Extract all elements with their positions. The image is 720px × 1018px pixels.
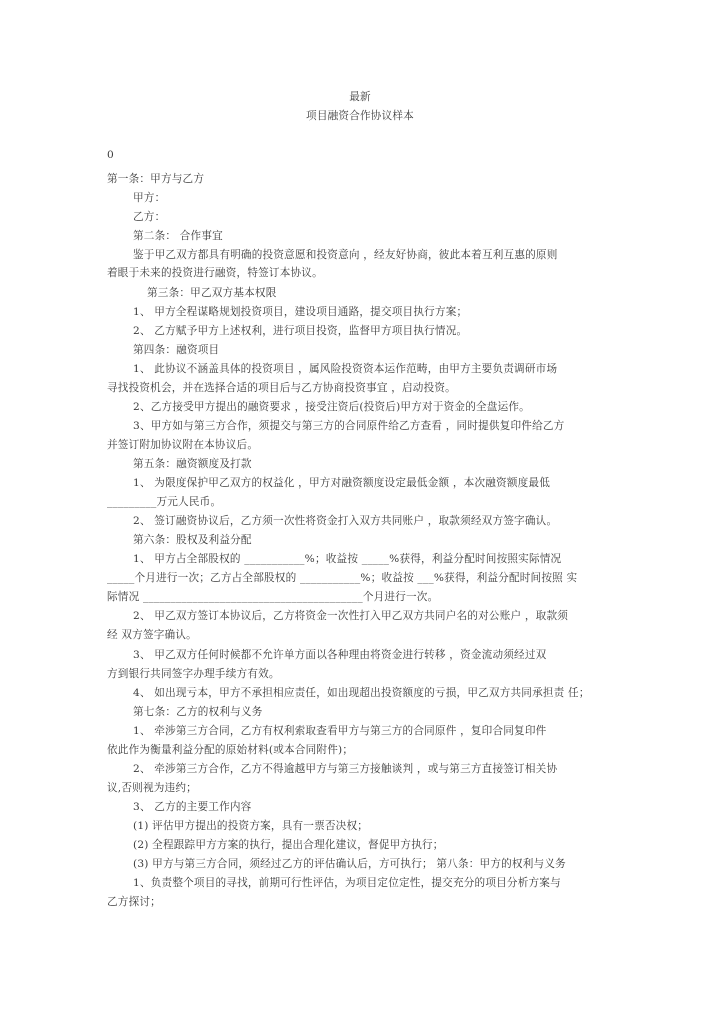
text-line: 际情况 ________________________________________个月进行一次。 — [107, 591, 439, 603]
text-line: (3) 甲方与第三方合同，须经过乙方的评估确认后，方可执行； 第八条：甲方的权利与义务 — [133, 858, 566, 870]
text-line: 2、 签订融资协议后，乙方须一次性将资金打入双方共同账户 ，取款须经双方签字确认。 — [133, 515, 558, 527]
text-line: 经 双方签字确认。 — [107, 629, 197, 641]
text-line: _____个月进行一次；乙方占全部股权的 ___________%；收益按 ___%获得，利益分配时间按照 实 — [107, 572, 578, 584]
text-line: _________万元人民币。 — [107, 496, 222, 508]
section-heading-5: 第五条：融资额度及打款 — [133, 458, 252, 470]
text-line: 依此作为衡量利益分配的原始材料(或本合同附件)； — [107, 744, 354, 756]
document-title-small: 最新 — [349, 91, 371, 103]
text-line: 1、 此协议不涵盖具体的投资项目 ，属风险投资资本运作范畴，由甲方主要负责调研市场 — [133, 363, 558, 375]
text-line: 1、 甲方全程谋略规划投资项目，建设项目通路，提交项目执行方案； — [133, 306, 468, 318]
text-line: 鉴于甲乙双方都具有明确的投资意愿和投资意向 ，经友好协商，彼此本着互利互惠的原则 — [133, 249, 558, 261]
text-line: 乙方： — [133, 211, 166, 223]
text-line: 1、 为限度保护甲乙双方的权益化 ，甲方对融资额度设定最低金额 ，本次融资额度最低 — [133, 477, 551, 489]
section-heading-1: 第一条：甲方与乙方 — [107, 173, 205, 185]
section-heading-6: 第六条：股权及利益分配 — [133, 534, 252, 546]
text-line: 2、 牵涉第三方合作，乙方不得逾越甲方与第三方接触谈判 ，或与第三方直接签订相关协 — [133, 763, 558, 775]
document-title: 项目融资合作协议样本 — [306, 110, 414, 122]
text-line: 1、负责整个项目的寻找，前期可行性评估，为项目定位定性，提交充分的项目分析方案与 — [133, 877, 561, 889]
text-line: 3、 乙方的主要工作内容 — [133, 801, 252, 813]
section-heading-7: 第七条：乙方的权利与义务 — [133, 706, 263, 718]
text-line: 4、 如出现亏本，甲方不承担相应责任，如出现超出投资额度的亏损，甲乙双方共同承担责 任； — [133, 687, 590, 699]
text-line: 2、 乙方赋予甲方上述权利，进行项目投资，监督甲方项目执行情况。 — [133, 325, 468, 337]
text-line: 着眼于未来的投资进行融资，特签订本协议。 — [107, 267, 323, 279]
text-line: 乙方探讨； — [107, 896, 161, 908]
text-line: 并签订附加协议附在本协议后。 — [107, 439, 259, 451]
text-line: 议,否则视为违约； — [107, 782, 197, 794]
text-line: 1、 牵涉第三方合同，乙方有权利索取查看甲方与第三方的合同原件 ，复印合同复印件 — [133, 725, 547, 737]
text-line: 0 — [107, 149, 114, 161]
text-line: 3、 甲乙双方任何时候都不允许单方面以各种理由将资金进行转移 ，资金流动须经过双 — [133, 649, 547, 661]
section-heading-2: 第二条： 合作事宜 — [133, 230, 223, 242]
text-line: 1、 甲方占全部股权的 ___________%；收益按 _____%获得，利益分配时间按照实际情况 — [133, 553, 562, 565]
text-line: 3、甲方如与第三方合作，须提交与第三方的合同原件给乙方查看 ，同时提供复印件给乙方 — [133, 420, 565, 432]
text-line: (2) 全程跟踪甲方方案的执行，提出合理化建议，督促甲方执行； — [133, 839, 444, 851]
text-line: (1) 评估甲方提出的投资方案，具有一票否决权； — [133, 820, 369, 832]
section-heading-4: 第四条：融资项目 — [133, 344, 220, 356]
text-line: 方到银行共同签字办理手续方有效。 — [107, 668, 280, 680]
text-line: 寻找投资机会，并在选择合适的项目后与乙方协商投资事宜 ，启动投资。 — [107, 382, 456, 394]
text-line: 甲方： — [133, 192, 166, 204]
section-heading-3: 第三条：甲乙双方基本权限 — [147, 287, 277, 299]
text-line: 2、乙方接受甲方提出的融资要求 ，接受注资后(投资后)甲方对于资金的全盘运作。 — [133, 401, 530, 413]
text-line: 2、 甲乙双方签订本协议后，乙方将资金一次性打入甲乙双方共同户名的对公账户 ，取款须 — [133, 610, 569, 622]
